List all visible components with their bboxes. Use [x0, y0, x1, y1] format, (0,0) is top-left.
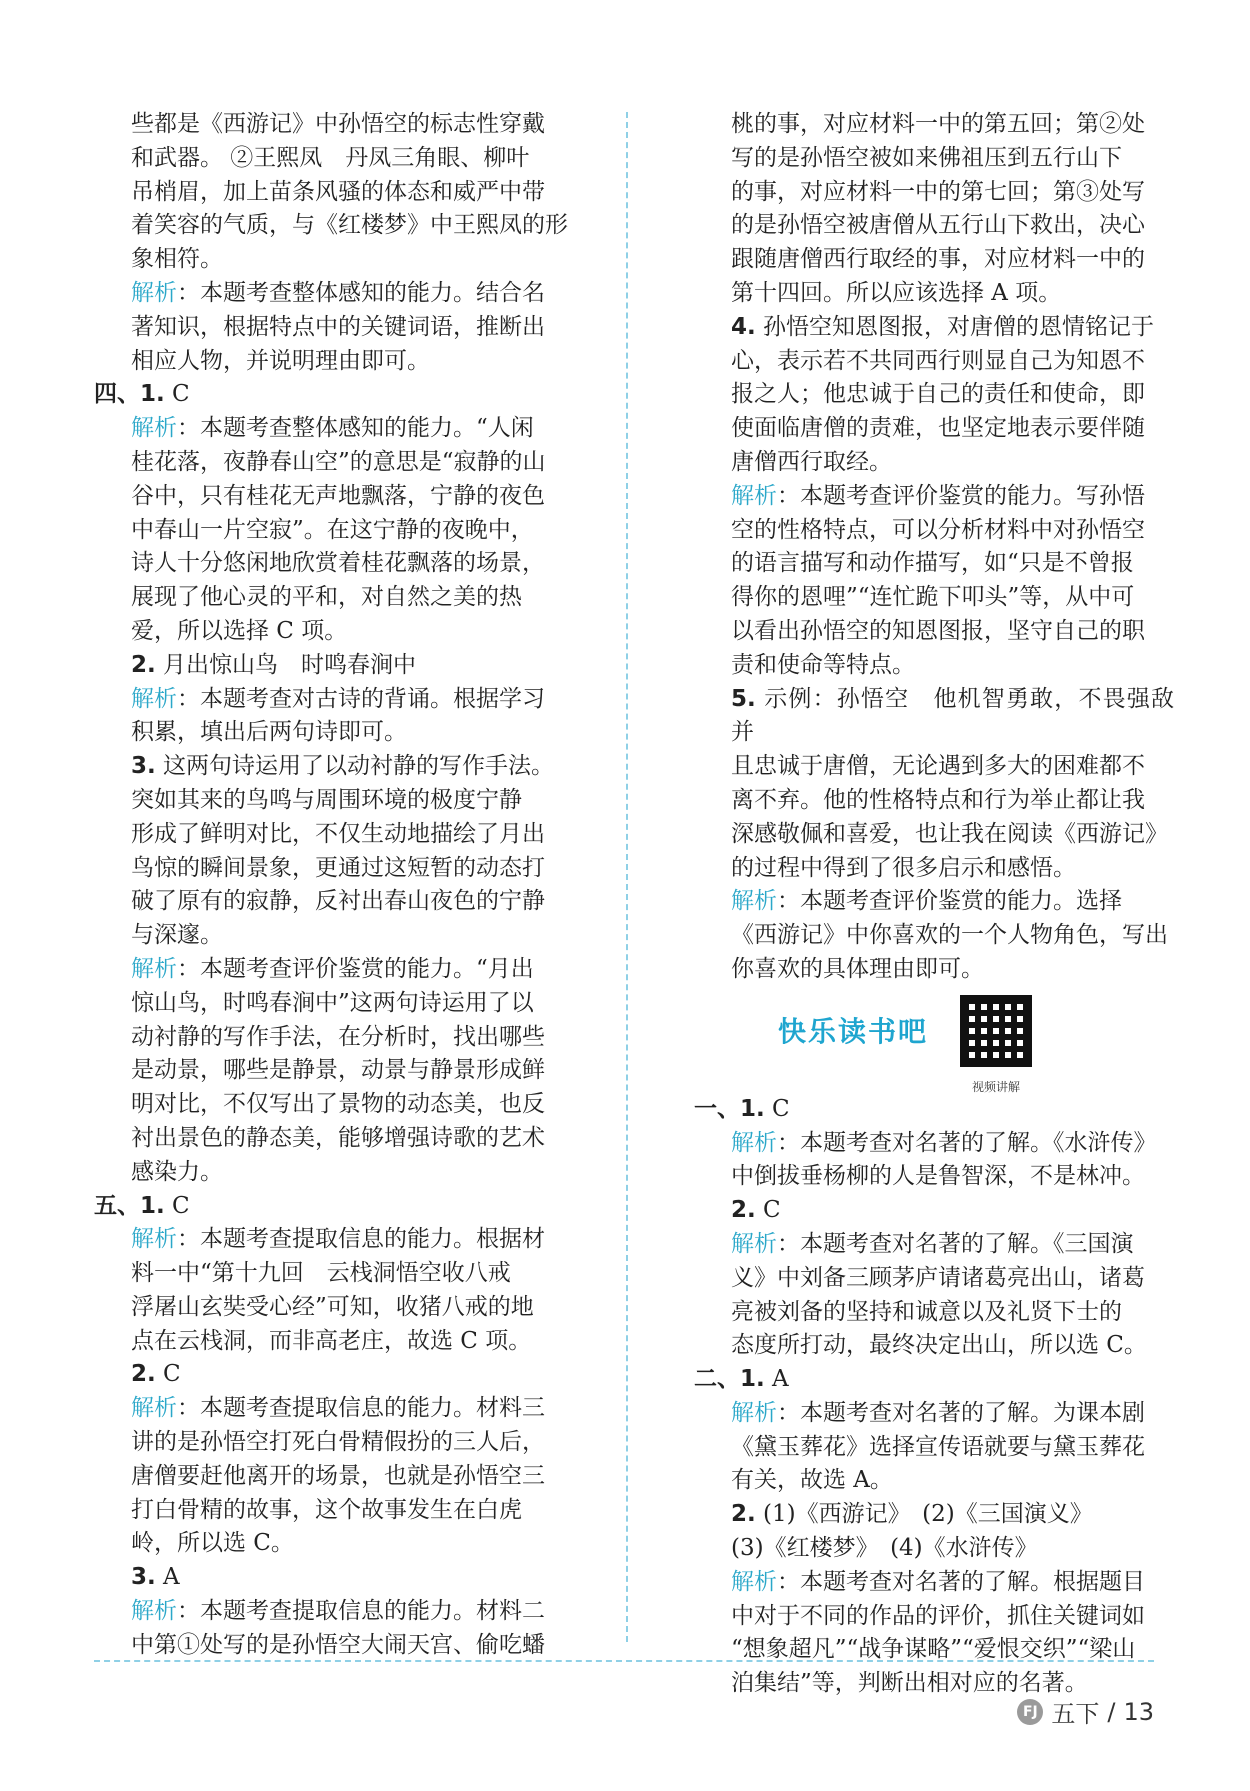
text-line [694, 1363, 1174, 1397]
text-line [94, 277, 574, 311]
text-line [94, 1190, 574, 1224]
qr-label: 视频讲解 [971, 1079, 1020, 1094]
page-number [1017, 1694, 1154, 1729]
analysis-keyword: 解析 [131, 279, 177, 306]
line-text: 中春山一片空寂”。在这宁静的夜晚中， [131, 516, 534, 543]
line-text: 的过程中得到了很多启示和感悟。 [731, 854, 1076, 881]
text-line [694, 885, 1174, 919]
text-line [694, 784, 1174, 818]
line-text: ：本题考查对名著的了解。为课本剧 [777, 1399, 1145, 1426]
section-number: 一、 [694, 1095, 740, 1122]
text-line [694, 378, 1174, 412]
question-number: 2. [731, 1501, 756, 1528]
text-line [694, 1127, 1174, 1161]
text-line [94, 1054, 574, 1088]
line-text: 突如其来的鸟鸣与周围环境的极度宁静 [131, 786, 522, 813]
section-number: 二、 [694, 1366, 740, 1393]
text-line [94, 1088, 574, 1122]
analysis-keyword: 解析 [131, 1395, 177, 1422]
text-line [694, 1093, 1174, 1127]
page-index: 13 [1123, 1697, 1154, 1726]
text-line [94, 1156, 574, 1190]
line-text: 有关，故选 A。 [731, 1467, 893, 1494]
line-text: 相应人物，并说明理由即可。 [131, 347, 430, 374]
line-text: 中对于不同的作品的评价，抓住关键词如 [731, 1602, 1145, 1629]
line-text: 义》中刘备三顾茅庐请诸葛亮出山，诸葛 [731, 1264, 1145, 1291]
line-text: C [764, 1095, 790, 1122]
text-line [694, 345, 1174, 379]
text-line [694, 852, 1174, 886]
line-text: 岭，所以选 C。 [131, 1530, 294, 1557]
line-text: C [155, 1361, 181, 1388]
text-line [694, 243, 1174, 277]
right-bottom-block [694, 1093, 1174, 1701]
text-line [694, 142, 1174, 176]
text-line [694, 615, 1174, 649]
text-line [694, 1194, 1174, 1228]
text-line [94, 1527, 574, 1561]
left-column [94, 108, 574, 1663]
page-separator: / [1107, 1697, 1116, 1726]
text-line [94, 108, 574, 142]
text-line [94, 480, 574, 514]
text-line [694, 683, 1174, 751]
text-line [694, 176, 1174, 210]
line-text: “想象超凡”“战争谋略”“爱恨交织”“梁山 [731, 1636, 1136, 1663]
line-text: 与深邃。 [131, 922, 223, 949]
text-line [694, 446, 1174, 480]
text-line [694, 480, 1174, 514]
line-text: 动衬静的写作手法，在分析时，找出哪些 [131, 1023, 545, 1050]
text-line [94, 412, 574, 446]
line-text: ：本题考查评价鉴赏的能力。“月出 [177, 955, 534, 982]
text-line [694, 1498, 1174, 1532]
line-text: ：本题考查评价鉴赏的能力。选择 [777, 888, 1122, 915]
text-line [94, 683, 574, 717]
text-line [694, 108, 1174, 142]
line-text: 且忠诚于唐僧，无论遇到多大的困难都不 [731, 753, 1145, 780]
line-text: ：本题考查对名著的了解。根据题目 [777, 1568, 1145, 1595]
text-line [694, 1160, 1174, 1194]
line-text: ：本题考查提取信息的能力。材料三 [177, 1395, 545, 1422]
text-line [94, 1257, 574, 1291]
line-text: 心，表示若不共同西行则显自己为知恩不 [731, 347, 1145, 374]
line-text: 感染力。 [131, 1158, 223, 1185]
line-text: 亮被刘备的坚持和诚意以及礼贤下士的 [731, 1298, 1122, 1325]
question-number: 3. [131, 753, 156, 780]
text-line [694, 1228, 1174, 1262]
question-number: 1. [740, 1366, 765, 1393]
text-line [694, 750, 1174, 784]
text-line [694, 1397, 1174, 1431]
analysis-keyword: 解析 [731, 888, 777, 915]
analysis-keyword: 解析 [131, 955, 177, 982]
text-line [94, 1426, 574, 1460]
text-line [694, 311, 1174, 345]
text-line [94, 885, 574, 919]
line-text: 展现了他心灵的平和，对自然之美的热 [131, 584, 522, 611]
text-line [94, 784, 574, 818]
line-text: 深感敬佩和喜爱，也让我在阅读《西游记》 [731, 820, 1168, 847]
question-number: 2. [731, 1197, 756, 1224]
line-text: 示例：孙悟空 他机智勇敢，不畏强敌并 [731, 685, 1174, 746]
text-line [94, 176, 574, 210]
question-number: 1. [740, 1095, 765, 1122]
line-text: A [764, 1366, 789, 1393]
analysis-keyword: 解析 [731, 1568, 777, 1595]
line-text: 谷中，只有桂花无声地飘落，宁静的夜色 [131, 482, 545, 509]
line-text: 的语言描写和动作描写，如“只是不曾报 [731, 550, 1134, 577]
line-text: ：本题考查对名著的了解。《水浒传》 [777, 1129, 1157, 1156]
text-line [94, 1122, 574, 1156]
line-text: ：本题考查对古诗的背诵。根据学习 [177, 685, 545, 712]
text-line [694, 514, 1174, 548]
line-text: 《黛玉葬花》选择宣传语就要与黛玉葬花 [731, 1433, 1145, 1460]
line-text: 形成了鲜明对比，不仅生动地描绘了月出 [131, 820, 545, 847]
analysis-keyword: 解析 [731, 1129, 777, 1156]
analysis-keyword: 解析 [131, 685, 177, 712]
text-line [94, 750, 574, 784]
text-line [94, 1460, 574, 1494]
text-line [694, 1329, 1174, 1363]
line-text: 衬出景色的静态美，能够增强诗歌的艺术 [131, 1124, 545, 1151]
question-number: 1. [140, 381, 165, 408]
text-line [94, 615, 574, 649]
text-line [694, 1566, 1174, 1600]
question-number: 2. [131, 651, 156, 678]
text-line [94, 547, 574, 581]
line-text: 责和使命等特点。 [731, 651, 915, 678]
line-text: 打白骨精的故事，这个故事发生在白虎 [131, 1496, 522, 1523]
analysis-keyword: 解析 [731, 1230, 777, 1257]
text-line [94, 345, 574, 379]
line-text: 桃的事，对应材料一中的第五回；第②处 [731, 111, 1145, 137]
grade-label: 五下 [1051, 1700, 1100, 1728]
text-line [694, 412, 1174, 446]
line-text: 空的性格特点，可以分析材料中对孙悟空 [731, 516, 1145, 543]
text-line [694, 1600, 1174, 1634]
text-line [694, 1633, 1174, 1667]
text-line [694, 581, 1174, 615]
text-line [694, 1296, 1174, 1330]
text-line [94, 919, 574, 953]
question-number: 5. [731, 685, 756, 712]
text-line [94, 818, 574, 852]
line-text: 使面临唐僧的责难，也坚定地表示要伴随 [731, 415, 1145, 442]
text-line [94, 142, 574, 176]
line-text: 唐僧要赶他离开的场景，也就是孙悟空三 [131, 1462, 545, 1489]
line-text: ：本题考查提取信息的能力。根据材 [177, 1226, 545, 1253]
text-line [94, 953, 574, 987]
text-line [694, 818, 1174, 852]
line-text: 离不弃。他的性格特点和行为举止都让我 [731, 786, 1145, 813]
section-header [694, 995, 1174, 1094]
line-text: C [164, 381, 190, 408]
line-text: 诗人十分悠闲地欣赏着桂花飘落的场景， [131, 550, 545, 577]
line-text: 鸟惊的瞬间景象，更通过这短暂的动态打 [131, 854, 545, 881]
analysis-keyword: 解析 [731, 1399, 777, 1426]
line-text: 和武器。 ②王熙凤 丹凤三角眼、柳叶 [131, 144, 530, 171]
line-text: ：本题考查评价鉴赏的能力。写孙悟 [777, 482, 1145, 509]
text-line [94, 1494, 574, 1528]
line-text: 这两句诗运用了以动衬静的写作手法。 [155, 753, 555, 780]
qr-code-icon[interactable] [960, 995, 1032, 1067]
line-text: 得你的恩哩”“连忙跪下叩头”等，从中可 [731, 584, 1135, 611]
text-line [694, 1262, 1174, 1296]
text-line [694, 547, 1174, 581]
line-text: 《西游记》中你喜欢的一个人物角色，写出 [731, 922, 1168, 949]
analysis-keyword: 解析 [731, 482, 777, 509]
line-text: 料一中“第十九回 云栈洞悟空收八戒 [131, 1260, 511, 1287]
line-text: 报之人；他忠诚于自己的责任和使命，即 [731, 381, 1145, 408]
edition-badge-icon: FJ [1017, 1699, 1043, 1725]
line-text: ：本题考查整体感知的能力。“人闲 [177, 415, 534, 442]
line-text: ：本题考查提取信息的能力。材料二 [177, 1598, 545, 1625]
line-text: 中倒拔垂杨柳的人是鲁智深，不是林冲。 [731, 1163, 1145, 1190]
line-text: 唐僧西行取经。 [731, 448, 892, 475]
line-text: (1)《西游记》 (2)《三国演义》 [755, 1501, 1093, 1528]
text-line [94, 514, 574, 548]
text-line [94, 209, 574, 243]
text-line [94, 1392, 574, 1426]
question-number: 4. [731, 313, 756, 340]
text-line [94, 378, 574, 412]
line-text: 态度所打动，最终决定出山，所以选 C。 [731, 1332, 1147, 1359]
line-text: 讲的是孙悟空打死白骨精假扮的三人后， [131, 1429, 545, 1456]
line-text: 的是孙悟空被唐僧从五行山下救出，决心 [731, 212, 1145, 239]
line-text: 孙悟空知恩图报，对唐僧的恩情铭记于 [755, 313, 1155, 340]
line-text: A [155, 1564, 180, 1591]
line-text: C [755, 1197, 781, 1224]
line-text: 桂花落，夜静春山空”的意思是“寂静的山 [131, 448, 546, 475]
text-line [94, 1595, 574, 1629]
text-line [94, 1223, 574, 1257]
line-text: C [164, 1192, 190, 1219]
text-line [694, 1464, 1174, 1498]
text-line [694, 1532, 1174, 1566]
line-text: 以看出孙悟空的知恩图报，坚守自己的职 [731, 617, 1145, 644]
text-line [94, 852, 574, 886]
text-line [94, 1629, 574, 1663]
footer-divider [94, 1660, 1154, 1662]
text-line [94, 1358, 574, 1392]
line-text: (3)《红楼梦》 (4)《水浒传》 [731, 1535, 1038, 1562]
line-text: 着笑容的气质，与《红楼梦》中王熙凤的形 [131, 212, 568, 239]
column-divider [626, 112, 628, 1642]
line-text: 是动景，哪些是静景，动景与静景形成鲜 [131, 1057, 545, 1084]
line-text: ：本题考查整体感知的能力。结合名 [177, 279, 545, 306]
line-text: 泊集结”等，判断出相对应的名著。 [731, 1670, 1088, 1697]
line-text: 爱，所以选择 C 项。 [131, 617, 348, 644]
line-text: 第十四回。所以应该选择 A 项。 [731, 279, 1062, 306]
line-text: 中第①处写的是孙悟空大闹天宫、偷吃蟠 [131, 1631, 545, 1658]
line-text: 的事，对应材料一中的第七回；第③处写 [731, 178, 1145, 205]
line-text: 跟随唐僧西行取经的事，对应材料一中的 [731, 246, 1145, 273]
line-text: 惊山鸟，时鸣春涧中”这两句诗运用了以 [131, 989, 534, 1016]
text-line [94, 1291, 574, 1325]
text-line [94, 581, 574, 615]
text-line [694, 1431, 1174, 1465]
question-number: 1. [140, 1192, 165, 1219]
question-number: 2. [131, 1361, 156, 1388]
text-line [94, 649, 574, 683]
line-text: 你喜欢的具体理由即可。 [731, 955, 984, 982]
text-line [94, 311, 574, 345]
text-line [94, 1325, 574, 1359]
text-line [694, 209, 1174, 243]
line-text: 破了原有的寂静，反衬出春山夜色的宁静 [131, 888, 545, 915]
text-line [694, 953, 1174, 987]
line-text: 浮屠山玄奘受心经”可知，收猪八戒的地 [131, 1293, 534, 1320]
section-title: 快乐读书吧 [778, 1014, 929, 1048]
line-text: ：本题考查对名著的了解。《三国演 [777, 1230, 1134, 1257]
line-text: 明对比，不仅写出了景物的动态美，也反 [131, 1091, 545, 1118]
right-top-block [694, 108, 1174, 987]
text-line [694, 919, 1174, 953]
line-text: 点在云栈洞，而非高老庄，故选 C 项。 [131, 1327, 532, 1354]
section-number: 五、 [94, 1192, 140, 1219]
question-number: 3. [131, 1564, 156, 1591]
line-text: 些都是《西游记》中孙悟空的标志性穿戴 [131, 111, 545, 137]
text-line [694, 649, 1174, 683]
text-line [694, 277, 1174, 311]
text-line [94, 1561, 574, 1595]
text-line [94, 446, 574, 480]
line-text: 月出惊山鸟 时鸣春涧中 [155, 651, 417, 678]
text-line [94, 716, 574, 750]
text-line [94, 987, 574, 1021]
line-text: 写的是孙悟空被如来佛祖压到五行山下 [731, 144, 1122, 171]
line-text: 象相符。 [131, 246, 223, 273]
text-line [94, 243, 574, 277]
analysis-keyword: 解析 [131, 1226, 177, 1253]
text-line [94, 1021, 574, 1055]
analysis-keyword: 解析 [131, 415, 177, 442]
right-column [694, 108, 1174, 1701]
line-text: 著知识，根据特点中的关键词语，推断出 [131, 313, 545, 340]
line-text: 积累，填出后两句诗即可。 [131, 719, 407, 746]
analysis-keyword: 解析 [131, 1598, 177, 1625]
line-text: 吊梢眉，加上苗条风骚的体态和威严中带 [131, 178, 545, 205]
section-number: 四、 [94, 381, 140, 408]
